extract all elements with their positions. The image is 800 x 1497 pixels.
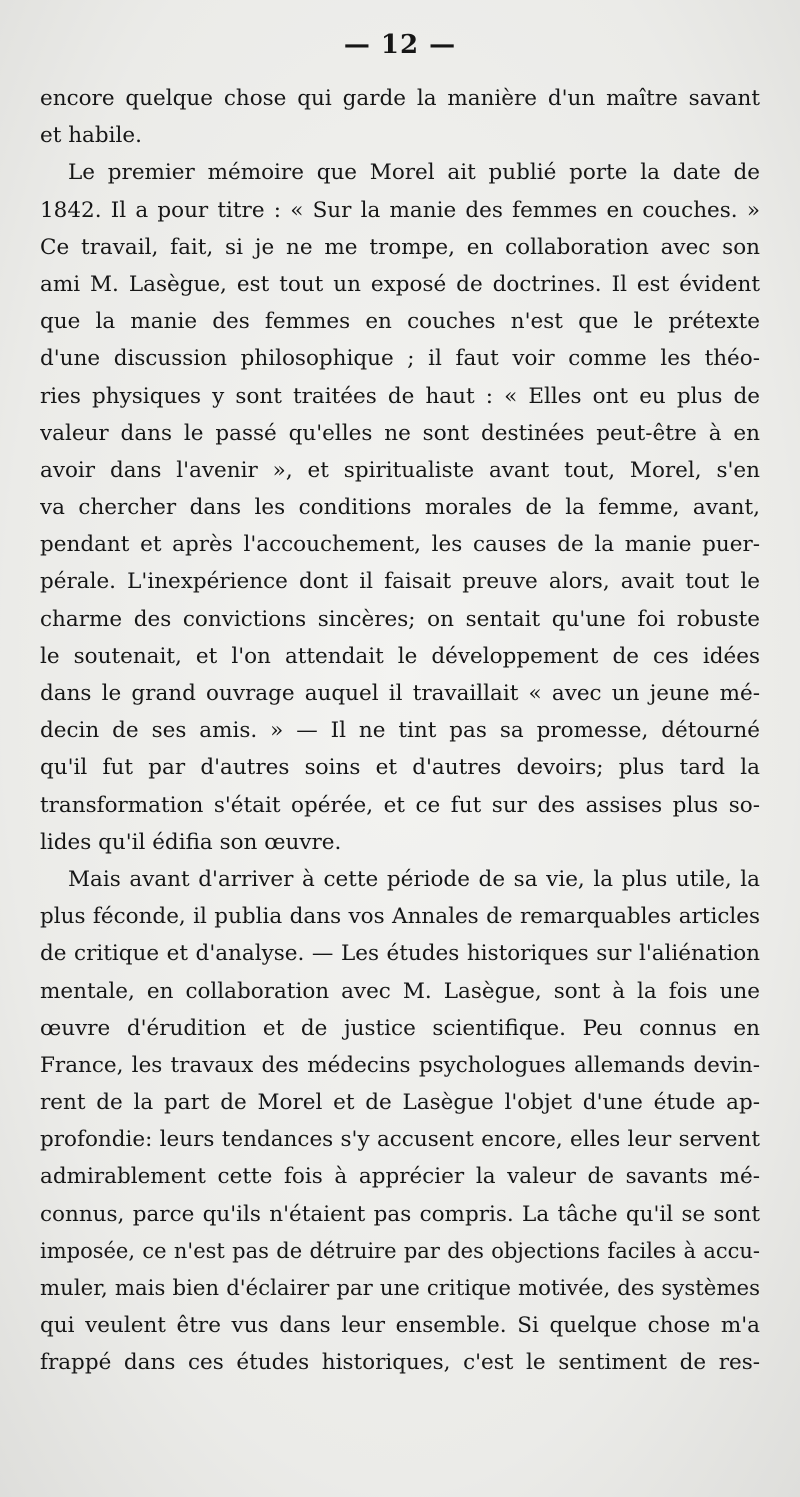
- text-line: d'une discussion philosophique ; il faut voir comme les théo-: [40, 346, 760, 372]
- text-line: mentale, en collaboration avec M. Lasègue, sont à la fois une: [40, 978, 760, 1004]
- text-line: pérale. L'inexpérience dont il faisait preuve alors, avait tout le: [40, 569, 760, 595]
- text-line: France, les travaux des médecins psychologues allemands devin-: [40, 1052, 760, 1078]
- text-line: encore quelque chose qui garde la manière d'un maître savant: [40, 86, 760, 111]
- text-line: charme des convictions sincères; on sentait qu'une foi robuste: [40, 606, 760, 632]
- text-line: et habile.: [40, 123, 142, 149]
- text-line: connus, parce qu'ils n'étaient pas compris. La tâche qu'il se sont: [40, 1201, 760, 1227]
- text-line: Mais avant d'arriver à cette période de sa vie, la plus utile, la: [68, 866, 760, 892]
- text-line: ami M. Lasègue, est tout un exposé de doctrines. Il est évident: [40, 271, 760, 297]
- text-line: œuvre d'érudition et de justice scientifique. Peu connus en: [40, 1015, 760, 1041]
- text-line: que la manie des femmes en couches n'est que le prétexte: [40, 309, 760, 335]
- text-line: va chercher dans les conditions morales de la femme, avant,: [40, 495, 760, 521]
- text-line: rent de la part de Morel et de Lasègue l'objet d'une étude ap-: [40, 1090, 760, 1116]
- text-line: 1842. Il a pour titre : « Sur la manie des femmes en couches. »: [40, 197, 760, 223]
- text-line: profondie: leurs tendances s'y accusent encore, elles leur servent: [40, 1127, 760, 1153]
- text-line: frappé dans ces études historiques, c'est le sentiment de res-: [40, 1350, 760, 1376]
- text-line: avoir dans l'avenir », et spiritualiste avant tout, Morel, s'en: [40, 457, 760, 483]
- text-line: le soutenait, et l'on attendait le développement de ces idées: [40, 643, 760, 669]
- text-line: ries physiques y sont traitées de haut : « Elles ont eu plus de: [40, 383, 760, 409]
- text-line: lides qu'il édifia son œuvre.: [40, 829, 342, 855]
- text-line: decin de ses amis. » — Il ne tint pas sa promesse, détourné: [40, 718, 760, 744]
- text-line: de critique et d'analyse. — Les études historiques sur l'aliénation: [40, 941, 760, 967]
- text-line: imposée, ce n'est pas de détruire par des objections faciles à accu-: [40, 1238, 760, 1263]
- text-line: pendant et après l'accouchement, les causes de la manie puer-: [40, 532, 760, 558]
- body-text: [40, 80, 760, 1382]
- text-line: admirablement cette fois à apprécier la valeur de savants mé-: [40, 1164, 760, 1190]
- text-line: Le premier mémoire que Morel ait publié porte la date de: [68, 160, 760, 186]
- text-line: valeur dans le passé qu'elles ne sont destinées peut-être à en: [40, 420, 760, 446]
- text-line: muler, mais bien d'éclairer par une critique motivée, des systèmes: [40, 1276, 760, 1301]
- page-number: — 12 —: [343, 30, 457, 60]
- text-line: qu'il fut par d'autres soins et d'autres devoirs; plus tard la: [40, 755, 760, 781]
- text-line: transformation s'était opérée, et ce fut sur des assises plus so-: [40, 792, 760, 818]
- text-line: Ce travail, fait, si je ne me trompe, en collaboration avec son: [40, 234, 760, 260]
- text-line: qui veulent être vus dans leur ensemble. Si quelque chose m'a: [40, 1313, 760, 1339]
- text-line: plus féconde, il publia dans vos Annales de remarquables articles: [40, 904, 760, 930]
- text-line: dans le grand ouvrage auquel il travaillait « avec un jeune mé-: [40, 681, 760, 706]
